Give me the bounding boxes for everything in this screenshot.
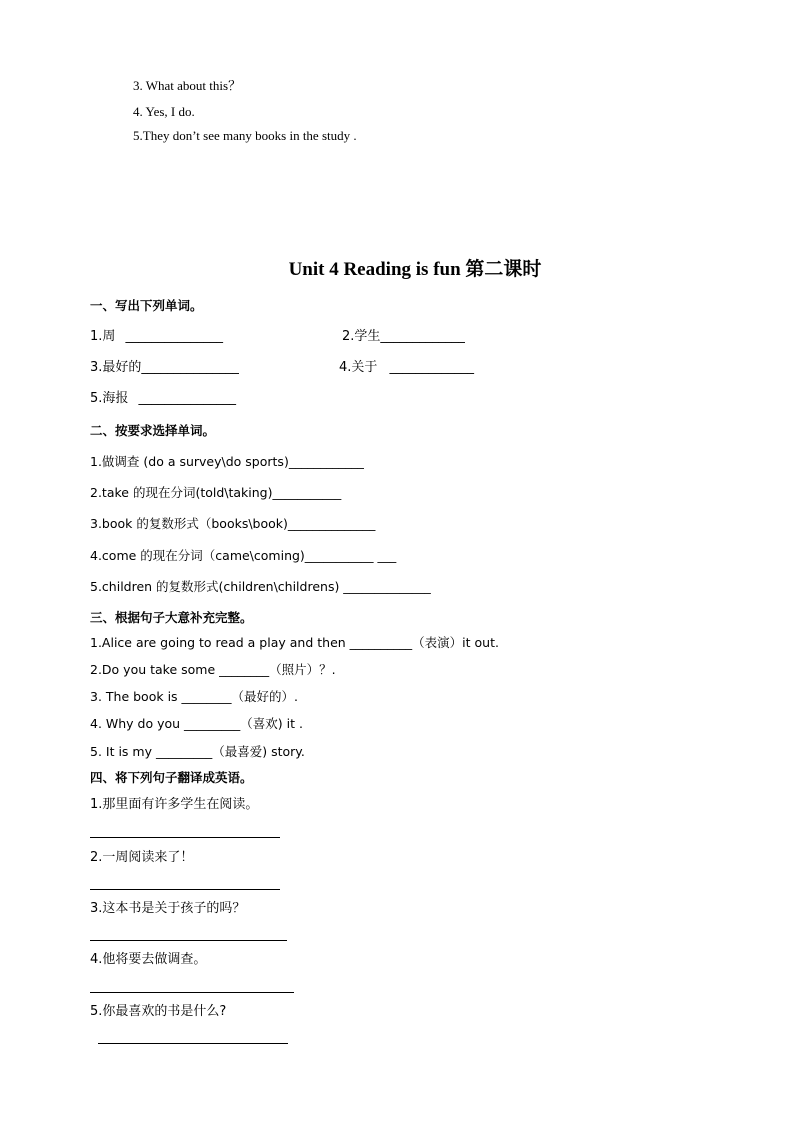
section4-item-1: 1.那里面有许多学生在阅读。 <box>90 797 259 812</box>
answer-blank[interactable]: _______________ <box>125 329 224 344</box>
answer-blank[interactable]: _____________ <box>380 329 465 344</box>
item-label: 2.学生 <box>342 329 381 344</box>
section4-item-4: 4.他将要去做调查。 <box>90 952 207 967</box>
section1-item-4 <box>339 360 474 376</box>
section1-item-5 <box>90 391 236 407</box>
item-label: 1.周 <box>90 329 116 344</box>
section3-item-1: 1.Alice are going to read a play and then __________（表演）it out. <box>90 635 499 650</box>
answer-line[interactable] <box>90 940 287 941</box>
section2-heading: 二、按要求选择单词。 <box>90 423 216 438</box>
section4-heading: 四、将下列句子翻译成英语。 <box>90 770 253 785</box>
section3-item-5: 5. It is my _________（最喜爱) story. <box>90 744 305 759</box>
section2-item-5: 5.children 的复数形式(children\childrens) ______________ <box>90 579 431 594</box>
section4-item-2: 2.一周阅读来了！ <box>90 850 194 865</box>
section2-item-1: 1.做调查 (do a survey\do sports)____________ <box>90 454 364 469</box>
answer-line-5: 5.They don’t see many books in the study . <box>133 128 357 143</box>
answer-line-4: 4. Yes, I do. <box>133 104 195 119</box>
answer-line[interactable] <box>98 1043 288 1044</box>
section1-item-3 <box>90 360 239 376</box>
section3-heading: 三、根据句子大意补充完整。 <box>90 610 253 625</box>
item-label: 5.海报 <box>90 391 129 406</box>
section4-item-5: 5.你最喜欢的书是什么? <box>90 1004 227 1019</box>
section3-item-4: 4. Why do you _________（喜欢) it . <box>90 716 303 731</box>
page-title: Unit 4 Reading is fun 第二课时 <box>288 259 542 280</box>
section3-item-3: 3. The book is ________（最好的）. <box>90 689 298 704</box>
answer-line[interactable] <box>90 992 294 993</box>
section1-item-1 <box>90 329 223 345</box>
answer-line[interactable] <box>90 837 280 838</box>
section3-item-2: 2.Do you take some ________（照片）？. <box>90 662 336 677</box>
answer-blank[interactable]: _____________ <box>389 360 475 375</box>
section2-item-3: 3.book 的复数形式（books\book)______________ <box>90 516 376 531</box>
section1-item-2 <box>342 329 465 345</box>
answer-blank[interactable]: _______________ <box>141 360 239 375</box>
answer-line-3: 3. What about this？ <box>133 78 242 93</box>
section2-item-4: 4.come 的现在分词（came\coming)___________ ___ <box>90 548 397 563</box>
answer-line[interactable] <box>90 889 280 890</box>
item-label: 3.最好的 <box>90 360 142 375</box>
section2-item-2: 2.take 的现在分词(told\taking)___________ <box>90 485 342 500</box>
section1-heading: 一、写出下列单词。 <box>90 298 203 313</box>
answer-blank[interactable]: _______________ <box>138 391 237 406</box>
section4-item-3: 3.这本书是关于孩子的吗？ <box>90 901 246 916</box>
item-label: 4.关于 <box>339 360 378 375</box>
